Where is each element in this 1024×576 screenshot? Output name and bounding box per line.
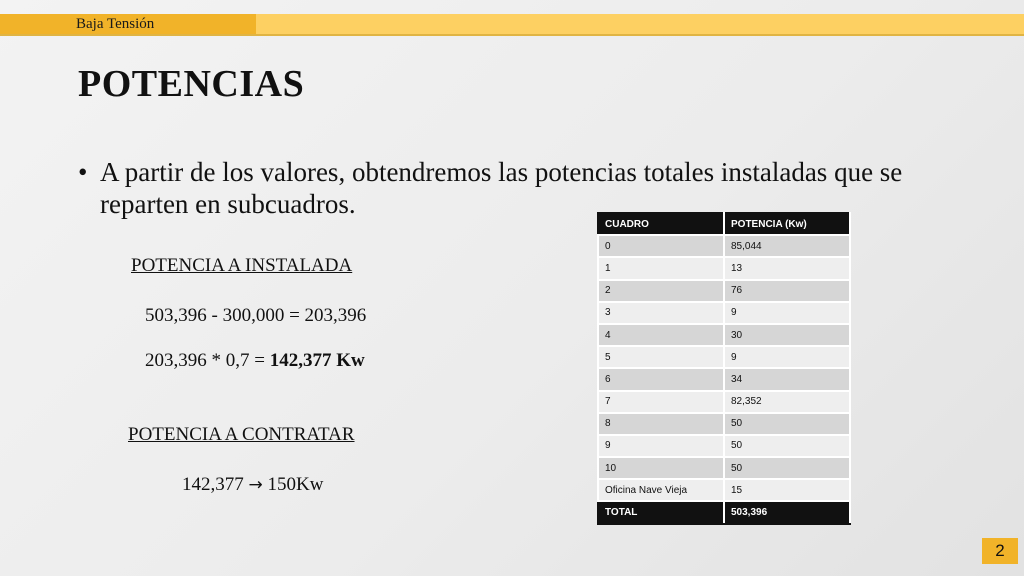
- bullet-point: [78, 156, 938, 220]
- cell-cuadro: 2: [598, 280, 724, 302]
- table-row: [598, 324, 850, 346]
- header-bar: [0, 14, 1024, 36]
- power-table: [597, 212, 851, 525]
- cell-cuadro: 0: [598, 235, 724, 257]
- column-header-cuadro: CUADRO: [598, 213, 724, 235]
- bullet-icon: •: [78, 157, 88, 187]
- table-row: [598, 257, 850, 279]
- cell-potencia: 34: [724, 368, 850, 390]
- cell-potencia: 50: [724, 457, 850, 479]
- table-row: [598, 235, 850, 257]
- slide-title: POTENCIAS: [78, 63, 305, 105]
- cell-potencia: 9: [724, 302, 850, 324]
- table-row: [598, 391, 850, 413]
- table-row: [598, 346, 850, 368]
- cell-cuadro: Oficina Nave Vieja: [598, 479, 724, 501]
- cell-cuadro: 6: [598, 368, 724, 390]
- cell-potencia: 30: [724, 324, 850, 346]
- cell-potencia: 15: [724, 479, 850, 501]
- table-row: [598, 435, 850, 457]
- calculation-prefix: 203,396 * 0,7 =: [145, 350, 270, 371]
- cell-potencia: 50: [724, 435, 850, 457]
- cell-potencia: 9: [724, 346, 850, 368]
- arrow-right-icon: →: [248, 475, 263, 495]
- cell-potencia: 82,352: [724, 391, 850, 413]
- contract-power-line: [182, 474, 323, 496]
- cell-potencia: 50: [724, 413, 850, 435]
- cell-cuadro: 1: [598, 257, 724, 279]
- cell-cuadro: 9: [598, 435, 724, 457]
- calculation-line-1: 503,396 - 300,000 = 203,396: [145, 305, 367, 326]
- contract-power-heading: POTENCIA A CONTRATAR: [128, 424, 355, 445]
- cell-potencia: 13: [724, 257, 850, 279]
- calculation-result: 142,377 Kw: [269, 350, 365, 371]
- cell-cuadro: 7: [598, 391, 724, 413]
- table-header-row: [598, 213, 850, 235]
- cell-cuadro: 4: [598, 324, 724, 346]
- column-header-potencia: POTENCIA (Kw): [724, 213, 850, 235]
- contract-from-value: 142,377: [182, 474, 249, 495]
- table-row: [598, 479, 850, 501]
- cell-cuadro: 8: [598, 413, 724, 435]
- installed-power-heading: POTENCIA A INSTALADA: [131, 255, 353, 276]
- cell-potencia: 76: [724, 280, 850, 302]
- cell-potencia: 85,044: [724, 235, 850, 257]
- cell-cuadro: 3: [598, 302, 724, 324]
- table-row: [598, 302, 850, 324]
- calculation-line-2: [145, 350, 365, 372]
- page-number: 2: [982, 538, 1018, 564]
- table-total-row: [598, 501, 850, 523]
- bullet-text: A partir de los valores, obtendremos las potencias totales instaladas que se reparten en subcuadros.: [100, 157, 903, 219]
- cell-cuadro: 5: [598, 346, 724, 368]
- total-label: TOTAL: [598, 501, 724, 523]
- table-row: [598, 368, 850, 390]
- section-tab: Baja Tensión: [0, 14, 256, 34]
- table-row: [598, 280, 850, 302]
- table-row: [598, 413, 850, 435]
- total-value: 503,396: [724, 501, 850, 523]
- contract-to-value: 150Kw: [262, 474, 324, 495]
- cell-cuadro: 10: [598, 457, 724, 479]
- table-row: [598, 457, 850, 479]
